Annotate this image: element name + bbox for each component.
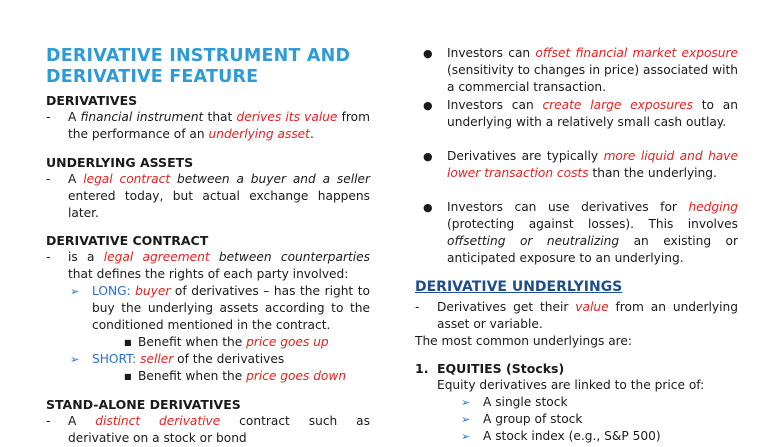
derivatives-heading: DERIVATIVES <box>46 93 138 108</box>
dot-bullet-icon: ● <box>423 150 433 163</box>
text: to an underlying with a relatively small cash outlay. <box>447 98 738 129</box>
highlight-text: hedging <box>688 200 738 214</box>
text: (sensitivity to changes in price) associated with a commercial transaction. <box>447 63 738 94</box>
derivative-underlyings-heading: DERIVATIVE UNDERLYINGS <box>415 279 623 295</box>
list-item <box>415 394 738 411</box>
text: Derivatives are typically <box>447 149 604 163</box>
text: Investors can use derivatives for <box>447 200 689 214</box>
highlight-text: value <box>575 300 609 314</box>
text: contract such as <box>220 414 370 428</box>
dot-bullet-icon: ● <box>423 99 433 112</box>
text: Investors can <box>447 46 536 60</box>
dash-marker: - <box>46 172 51 186</box>
highlight-text: price goes up <box>246 335 329 349</box>
highlight-text: underlying asset <box>208 127 310 141</box>
text: A <box>68 172 84 186</box>
list-item-label: A group of stock <box>483 412 583 426</box>
dot-bullet-icon: ● <box>423 47 433 60</box>
highlight-text: derives its value <box>236 110 338 124</box>
text: Benefit when the <box>138 335 247 349</box>
highlight-text: distinct derivative <box>95 414 221 428</box>
dash-marker: - <box>46 414 51 428</box>
arrow-bullet-icon: ➢ <box>461 430 471 443</box>
square-bullet-icon: ■ <box>124 338 132 347</box>
highlight-text: seller <box>140 352 174 366</box>
long-benefit <box>46 334 370 351</box>
list-item <box>415 428 738 445</box>
highlight-text: more liquid and have lower transaction costs <box>447 149 738 180</box>
text: . <box>309 127 314 141</box>
equity-text: Equity derivatives are linked to the price of: <box>437 378 705 392</box>
dash-marker: - <box>46 250 51 264</box>
stand-alone-definition-cont <box>46 430 370 447</box>
underlying-assets-definition <box>46 171 370 222</box>
equities-label: EQUITIES (Stocks) <box>437 361 565 376</box>
underlyings-definition <box>415 299 738 333</box>
highlight-text: price goes down <box>246 369 347 383</box>
page-title <box>46 46 376 88</box>
dash-marker: - <box>46 110 51 124</box>
long-label: LONG: <box>92 284 136 298</box>
short-label: SHORT: <box>92 352 141 366</box>
highlight-text: buyer <box>135 284 171 298</box>
bullet-offset-exposure <box>415 45 738 96</box>
list-number: 1. <box>415 361 429 376</box>
arrow-bullet-icon: ➢ <box>70 285 80 298</box>
highlight-text: legal agreement <box>103 250 210 264</box>
text: (protecting against losses). This involves <box>447 217 738 231</box>
left-column <box>46 0 371 445</box>
text: is a <box>68 250 104 264</box>
arrow-bullet-icon: ➢ <box>461 413 471 426</box>
text: derivative on a stock or bond <box>68 431 247 445</box>
common-underlyings-text: The most common underlyings are: <box>415 334 633 348</box>
highlight-text: offset financial market exposure <box>535 46 738 60</box>
short-position-item <box>46 351 370 368</box>
square-bullet-icon: ■ <box>124 372 132 381</box>
derivative-contract-heading: DERIVATIVE CONTRACT <box>46 233 209 248</box>
text: from an underlying asset or variable. <box>437 300 738 331</box>
text: between a buyer and a seller <box>170 172 371 186</box>
arrow-bullet-icon: ➢ <box>461 396 471 409</box>
arrow-bullet-icon: ➢ <box>70 353 80 366</box>
text: an existing or anticipated exposure to an underlying. <box>447 234 738 265</box>
derivative-contract-definition <box>46 249 370 283</box>
right-column <box>415 0 738 441</box>
list-item-label: A stock index (e.g., S&P 500) <box>483 429 661 443</box>
text: between counterparties <box>209 250 370 264</box>
bullet-liquidity <box>415 148 738 182</box>
text: A <box>68 414 96 428</box>
text: of the derivatives <box>173 352 285 366</box>
text: Benefit when the <box>138 369 247 383</box>
title-line-2: DERIVATIVE FEATURE <box>46 67 259 87</box>
dash-marker: - <box>415 300 420 314</box>
text: than the underlying. <box>588 166 717 180</box>
text: that defines the rights of each party involved: <box>68 267 349 281</box>
stand-alone-heading: STAND-ALONE DERIVATIVES <box>46 397 241 412</box>
text: offsetting or neutralizing <box>447 234 620 248</box>
text: Derivatives get their <box>437 300 576 314</box>
short-benefit <box>46 368 370 385</box>
dot-bullet-icon: ● <box>423 201 433 214</box>
text: Investors can <box>447 98 543 112</box>
highlight-text: legal contract <box>83 172 171 186</box>
text: financial instrument <box>80 110 204 124</box>
list-item-label: A single stock <box>483 395 568 409</box>
underlying-assets-heading: UNDERLYING ASSETS <box>46 155 194 170</box>
bullet-large-exposures <box>415 97 738 131</box>
text: that <box>203 110 237 124</box>
text: from the performance of an <box>68 110 371 141</box>
bullet-hedging <box>415 199 738 267</box>
highlight-text: create large exposures <box>542 98 693 112</box>
list-item <box>415 411 738 428</box>
equities-heading <box>415 360 738 377</box>
long-position-item <box>46 283 370 334</box>
title-line-1: DERIVATIVE INSTRUMENT AND <box>46 46 351 66</box>
derivatives-definition <box>46 109 370 143</box>
text: entered today, but actual exchange happens later. <box>68 189 370 220</box>
stand-alone-definition <box>46 413 370 430</box>
text: A <box>68 110 81 124</box>
text: of derivatives – has the right to buy the underlying assets according to the conditioned mentioned in the contract. <box>92 284 370 332</box>
